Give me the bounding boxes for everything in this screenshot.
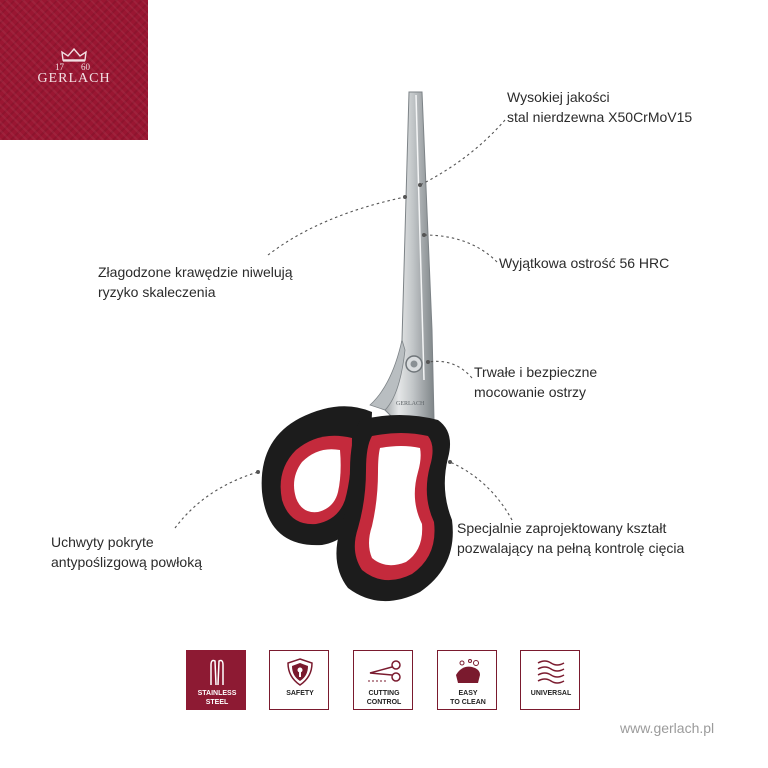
callout-sharpness: Wyjątkowa ostrość 56 HRC — [499, 255, 670, 271]
badge-easy-to-clean: EASY TO CLEAN — [437, 650, 497, 710]
callout-mount: Trwałe i bezpieczne mocowanie ostrzy — [474, 364, 598, 400]
callout-edges: Złagodzone krawędzie niwelują ryzyko skaleczenia — [98, 264, 293, 300]
badge-cutting-control: CUTTING CONTROL — [353, 650, 413, 710]
callout-steel: Wysokiej jakości stal nierdzewna X50CrMoV15 — [507, 89, 693, 125]
logo-year-right: 60 — [81, 62, 90, 72]
scissors-blade — [380, 92, 434, 420]
scissors-cutting-icon — [368, 657, 404, 687]
callout-shape: Specjalnie zaprojektowany kształt pozwalający na pełną kontrolę cięcia — [457, 520, 685, 556]
website-link[interactable]: www.gerlach.pl — [620, 720, 715, 736]
cleaning-sponge-icon — [452, 657, 484, 687]
badge-universal: UNIVERSAL — [520, 650, 580, 710]
universal-materials-icon — [535, 657, 567, 687]
callout-grip: Uchwyty pokryte antypoślizgową powłoką — [51, 534, 202, 570]
shield-lock-icon — [284, 657, 316, 687]
logo-brand: GERLACH — [37, 71, 111, 86]
badge-stainless-steel: STAINLESS STEEL — [186, 650, 246, 710]
logo-year-left: 17 — [55, 62, 64, 72]
stainless-steel-icon — [201, 657, 233, 687]
badge-safety: SAFETY — [269, 650, 329, 710]
blade-engraving: GERLACH — [396, 401, 425, 407]
